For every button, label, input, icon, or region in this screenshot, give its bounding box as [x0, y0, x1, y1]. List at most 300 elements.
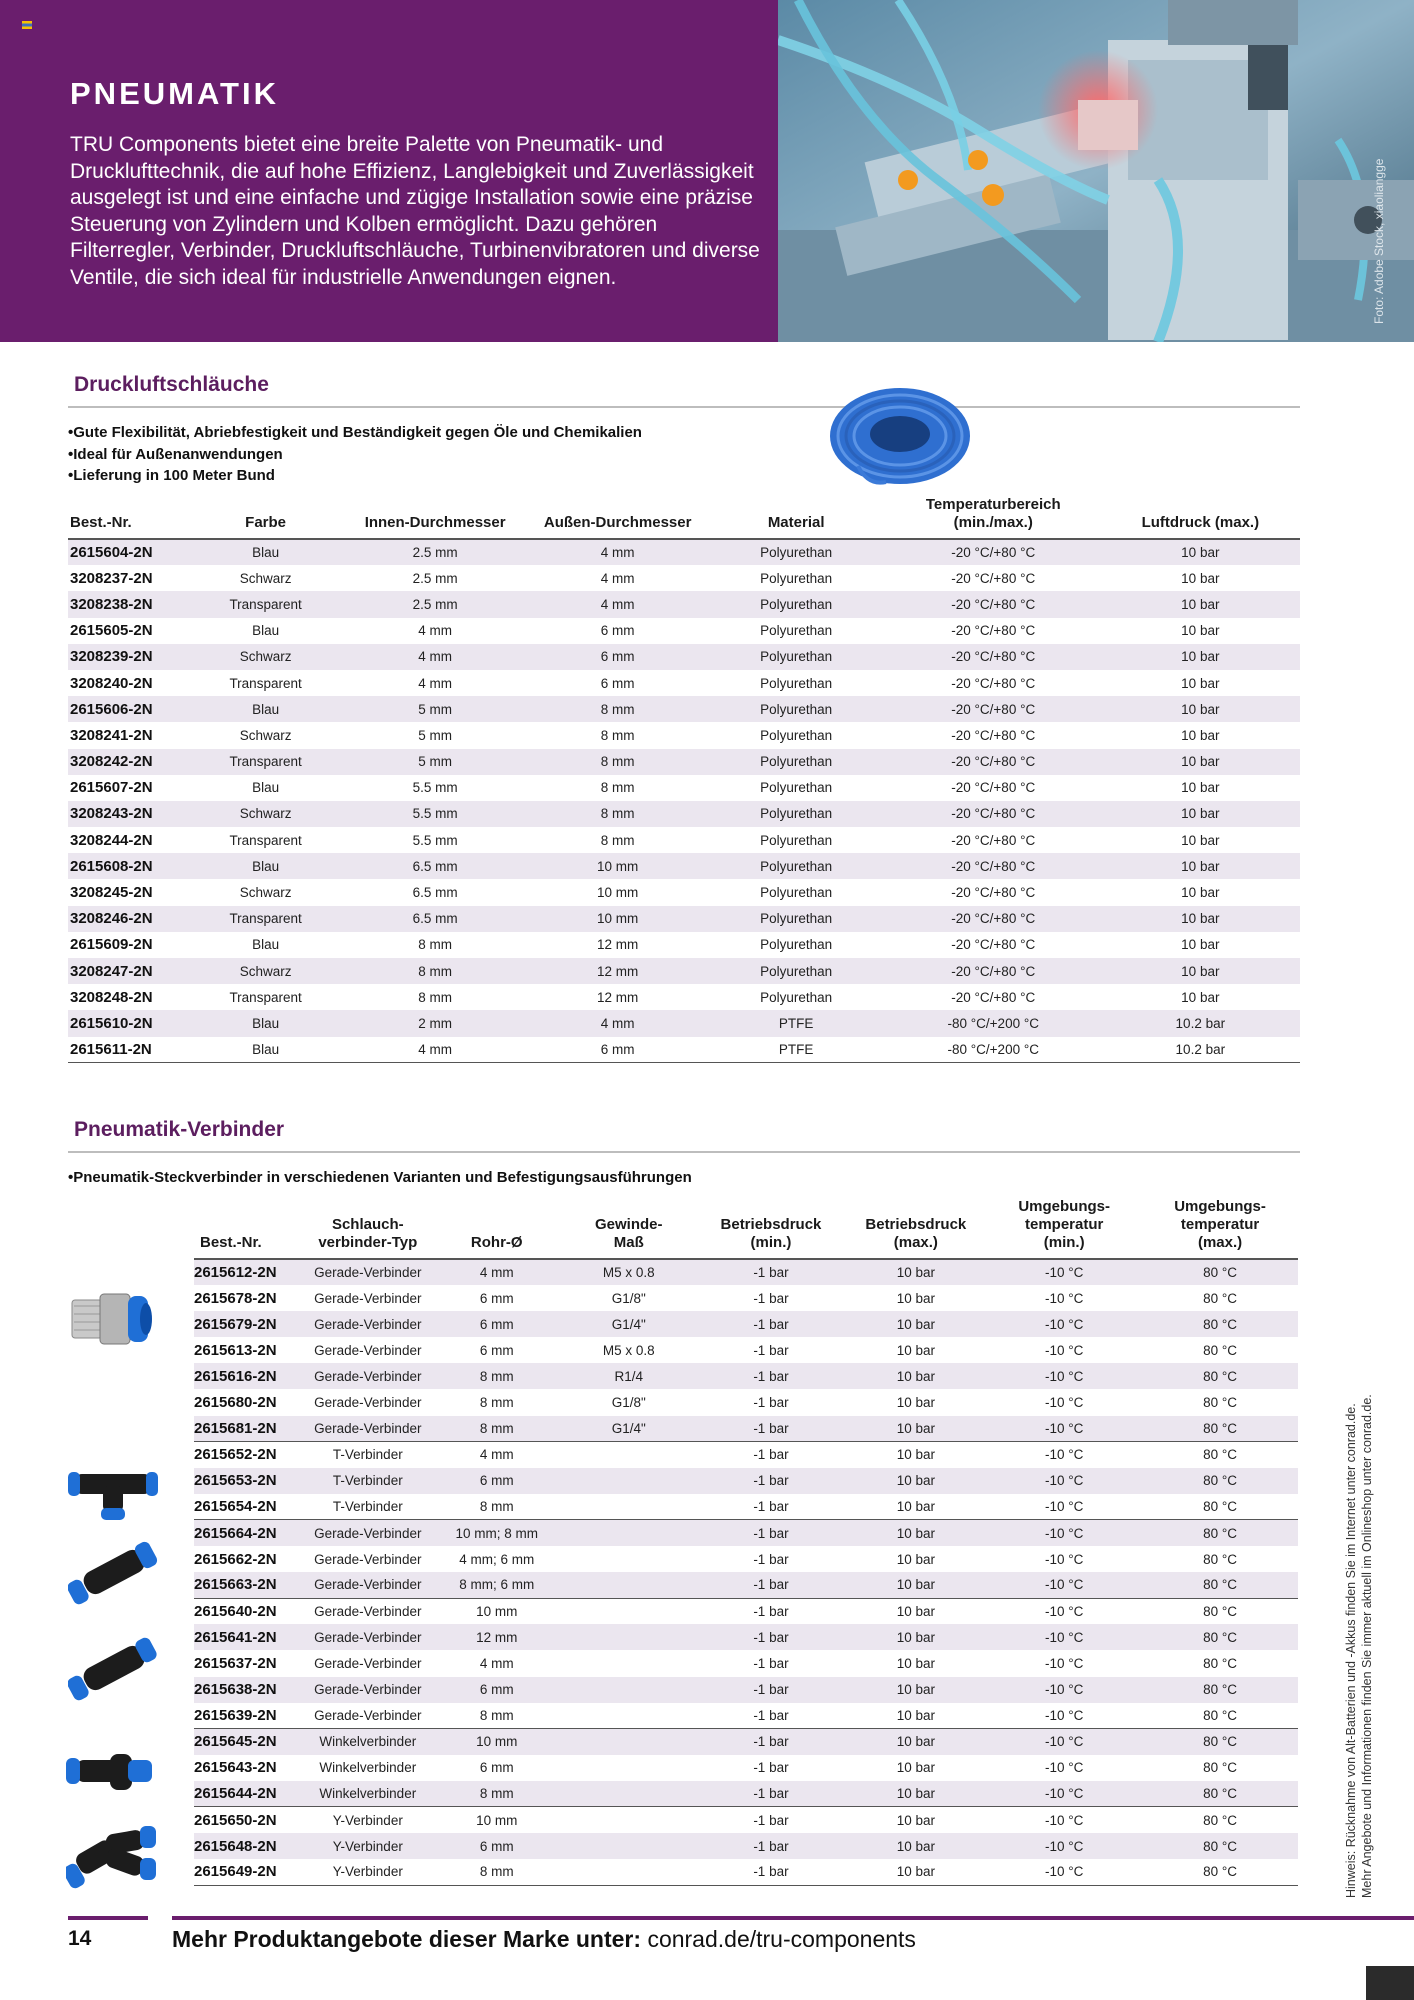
table-row: [194, 1755, 1298, 1781]
table-cell: Gerade-Verbinder: [314, 1551, 422, 1567]
table-cell: 10 bar: [1181, 832, 1220, 848]
table-cell: -1 bar: [697, 1624, 846, 1650]
y-connector-image: [66, 1818, 160, 1892]
table-cell: -1 bar: [697, 1729, 846, 1755]
table-cell: 6 mm: [432, 1468, 561, 1494]
table-cell: 80 °C: [1142, 1859, 1298, 1885]
column-header: Umgebungs-temperatur (max.): [1142, 1198, 1298, 1259]
order-number-cell: 3208240-2N: [70, 674, 153, 692]
table-row: [68, 853, 1300, 879]
table-cell: 4 mm: [432, 1442, 561, 1468]
table-cell: 10 bar: [845, 1833, 986, 1859]
table-cell: Transparent: [190, 906, 342, 932]
table-row: [68, 591, 1300, 617]
table-cell: -1 bar: [697, 1572, 846, 1598]
table-cell: [561, 1520, 697, 1546]
table-cell: Gerade-Verbinder: [303, 1311, 432, 1337]
photo-credit: Foto: Adobe Stock, xiaoliangge: [1372, 158, 1386, 324]
table-cell: -10 °C: [986, 1833, 1142, 1859]
table-row: [68, 775, 1300, 801]
table-cell: -1 bar: [753, 1551, 789, 1567]
order-number-cell: 2615644-2N: [194, 1781, 303, 1807]
table-cell: 10 bar: [845, 1442, 986, 1468]
section-title-connectors: Pneumatik-Verbinder: [74, 1118, 285, 1141]
order-number-cell: 2615606-2N: [68, 696, 190, 722]
table-cell: Gerade-Verbinder: [303, 1416, 432, 1442]
table-cell: T-Verbinder: [303, 1442, 432, 1468]
table-cell: 8 mm: [529, 749, 707, 775]
table-cell: -10 °C: [1044, 1342, 1084, 1358]
straight-connector-image: [66, 1286, 156, 1352]
order-number-cell: 3208248-2N: [70, 988, 153, 1006]
table-cell: -10 °C: [986, 1807, 1142, 1833]
table-cell: 6 mm: [600, 623, 635, 639]
table-cell: -20 °C/+80 °C: [951, 832, 1036, 848]
table-cell: 10 mm: [432, 1729, 561, 1755]
table-cell: Blau: [252, 937, 280, 953]
table-cell: 80 °C: [1203, 1290, 1238, 1306]
table-cell: -1 bar: [697, 1416, 846, 1442]
table-row: [194, 1807, 1298, 1833]
table-cell: 10 bar: [1181, 937, 1220, 953]
table-cell: 80 °C: [1142, 1416, 1298, 1442]
table-row: [194, 1703, 1298, 1729]
table-row: [194, 1624, 1298, 1650]
table-cell: 80 °C: [1142, 1833, 1298, 1859]
table-row: [194, 1494, 1298, 1520]
table-cell: Polyurethan: [760, 989, 833, 1005]
table-cell: -10 °C: [986, 1859, 1142, 1885]
table-cell: 10 bar: [1101, 696, 1300, 722]
table-cell: 10 bar: [1181, 780, 1220, 796]
table-cell: 6 mm: [479, 1290, 514, 1306]
table-cell: M5 x 0.8: [602, 1342, 655, 1358]
column-header: Innen-Durchmesser: [341, 496, 529, 539]
table-cell: 10 bar: [845, 1677, 986, 1703]
table-cell: -1 bar: [697, 1833, 846, 1859]
table-cell: 80 °C: [1142, 1729, 1298, 1755]
table-cell: -10 °C: [986, 1729, 1142, 1755]
table-cell: 8 mm: [341, 958, 529, 984]
table-row: [68, 958, 1300, 984]
table-cell: Y-Verbinder: [303, 1859, 432, 1885]
table-cell: Blau: [190, 1010, 342, 1036]
table-row: [194, 1363, 1298, 1389]
table-cell: 12 mm: [597, 937, 639, 953]
order-number-cell: 2615663-2N: [194, 1572, 303, 1598]
order-number-cell: 2615605-2N: [70, 622, 153, 640]
table-row: [68, 565, 1300, 591]
hero-text-panel: [0, 0, 778, 342]
table-cell: 4 mm: [341, 1037, 529, 1063]
table-cell: Schwarz: [190, 644, 342, 670]
table-row: [194, 1859, 1298, 1885]
table-cell: 6.5 mm: [341, 906, 529, 932]
table-cell: 10 mm: [597, 885, 639, 901]
order-number-cell: 2615680-2N: [194, 1394, 277, 1412]
table-cell: 6 mm: [432, 1677, 561, 1703]
table-cell: Polyurethan: [760, 675, 833, 691]
order-number-cell: 2615607-2N: [70, 779, 153, 797]
table-cell: [561, 1703, 697, 1729]
table-cell: 10 bar: [896, 1551, 935, 1567]
page-number: 14: [68, 1927, 92, 1950]
table-cell: 5.5 mm: [412, 780, 458, 796]
table-cell: Blau: [252, 780, 280, 796]
order-number-cell: 2615604-2N: [68, 539, 190, 565]
table-cell: 80 °C: [1142, 1572, 1298, 1598]
table-cell: 6 mm: [432, 1833, 561, 1859]
straight-union-connector-image: [68, 1632, 158, 1704]
table-cell: -1 bar: [753, 1655, 789, 1671]
table-cell: 80 °C: [1203, 1551, 1238, 1567]
table-cell: 10 bar: [1181, 727, 1220, 743]
table-cell: 2.5 mm: [412, 570, 458, 586]
connector-feature-list: [68, 1167, 692, 1189]
list-item: • Lieferung in 100 Meter Bund: [68, 465, 642, 487]
table-cell: 5.5 mm: [412, 832, 458, 848]
table-cell: 4 mm: [529, 1010, 707, 1036]
table-cell: 6 mm: [432, 1311, 561, 1337]
table-cell: 4 mm: [418, 675, 452, 691]
table-cell: 6 mm: [529, 1037, 707, 1063]
table-cell: Winkelverbinder: [303, 1729, 432, 1755]
table-cell: Schwarz: [239, 570, 292, 586]
table-cell: 10 bar: [845, 1468, 986, 1494]
column-header: Rohr-Ø: [432, 1198, 561, 1259]
table-cell: -20 °C/+80 °C: [951, 780, 1036, 796]
table-row: [68, 984, 1300, 1010]
hose-table: [68, 496, 1300, 1063]
table-cell: 80 °C: [1142, 1807, 1298, 1833]
table-cell: 6 mm: [600, 675, 635, 691]
table-cell: Polyurethan: [760, 623, 833, 639]
table-cell: PTFE: [706, 1010, 885, 1036]
table-row: [194, 1389, 1298, 1415]
table-cell: 80 °C: [1142, 1520, 1298, 1546]
table-cell: 10 bar: [845, 1520, 986, 1546]
order-number-cell: 2615611-2N: [68, 1037, 190, 1063]
order-number-cell: 3208246-2N: [68, 906, 190, 932]
table-cell: G1/4": [561, 1311, 697, 1337]
table-cell: Polyurethan: [760, 885, 833, 901]
table-cell: 10 bar: [845, 1259, 986, 1285]
table-cell: 80 °C: [1142, 1363, 1298, 1389]
table-cell: -1 bar: [697, 1468, 846, 1494]
table-cell: 10 bar: [845, 1781, 986, 1807]
table-cell: Polyurethan: [706, 696, 885, 722]
table-row: [68, 879, 1300, 905]
table-cell: 4 mm: [418, 623, 452, 639]
order-number-cell: 2615650-2N: [194, 1807, 303, 1833]
table-cell: 10 mm: [529, 853, 707, 879]
table-cell: 10 bar: [1101, 749, 1300, 775]
flag-icon: [22, 21, 32, 29]
table-cell: Polyurethan: [760, 780, 833, 796]
table-cell: 80 °C: [1142, 1442, 1298, 1468]
table-cell: T-Verbinder: [303, 1468, 432, 1494]
list-item: • Gute Flexibilität, Abriebfestigkeit und Beständigkeit gegen Öle und Chemikalien: [68, 422, 642, 444]
table-cell: 8 mm: [479, 1499, 514, 1515]
table-cell: 10 bar: [1101, 853, 1300, 879]
table-cell: 10.2 bar: [1101, 1037, 1300, 1063]
table-cell: [561, 1494, 697, 1520]
table-cell: 8 mm: [432, 1781, 561, 1807]
order-number-cell: 2615653-2N: [194, 1468, 303, 1494]
table-cell: Transparent: [229, 832, 302, 848]
table-row: [68, 644, 1300, 670]
table-cell: -10 °C: [986, 1520, 1142, 1546]
table-cell: Transparent: [229, 989, 302, 1005]
table-cell: 80 °C: [1203, 1707, 1238, 1723]
hero-photo: [778, 0, 1414, 342]
table-cell: Polyurethan: [706, 801, 885, 827]
order-number-cell: 2615613-2N: [194, 1341, 277, 1359]
order-number-cell: 3208238-2N: [68, 591, 190, 617]
table-cell: 6.5 mm: [412, 885, 458, 901]
order-number-cell: 2615678-2N: [194, 1289, 277, 1307]
table-cell: Gerade-Verbinder: [303, 1677, 432, 1703]
footer-label: Mehr Produktangebote dieser Marke unter:: [172, 1926, 642, 1952]
order-number-cell: 3208239-2N: [68, 644, 190, 670]
table-cell: -20 °C/+80 °C: [951, 937, 1036, 953]
table-cell: -10 °C: [986, 1677, 1142, 1703]
table-cell: Y-Verbinder: [303, 1833, 432, 1859]
table-cell: [561, 1546, 697, 1572]
table-cell: 8 mm: [418, 937, 452, 953]
table-cell: -20 °C/+80 °C: [886, 958, 1101, 984]
table-cell: 80 °C: [1142, 1677, 1298, 1703]
list-item: • Pneumatik-Steckverbinder in verschiedenen Varianten und Befestigungsausführungen: [68, 1167, 692, 1189]
table-cell: Polyurethan: [760, 832, 833, 848]
table-cell: 10 bar: [896, 1395, 935, 1411]
table-cell: 10 bar: [896, 1655, 935, 1671]
table-cell: -80 °C/+200 °C: [886, 1037, 1101, 1063]
order-number-cell: 2615609-2N: [70, 936, 153, 954]
order-number-cell: 2615638-2N: [194, 1677, 303, 1703]
table-cell: 10 bar: [845, 1624, 986, 1650]
table-cell: -20 °C/+80 °C: [886, 801, 1101, 827]
table-cell: -20 °C/+80 °C: [886, 539, 1101, 565]
table-cell: 10.2 bar: [1101, 1010, 1300, 1036]
table-cell: 4 mm: [432, 1259, 561, 1285]
table-row: [194, 1598, 1298, 1624]
table-header-row: [194, 1198, 1298, 1259]
connector-table: [194, 1198, 1298, 1886]
table-cell: 8 mm: [432, 1859, 561, 1885]
column-header: Schlauch-verbinder-Typ: [303, 1198, 432, 1259]
column-header: Betriebsdruck (max.): [845, 1198, 986, 1259]
table-cell: -10 °C: [986, 1259, 1142, 1285]
table-cell: -1 bar: [697, 1807, 846, 1833]
column-header: Betriebsdruck (min.): [697, 1198, 846, 1259]
table-cell: 10 bar: [896, 1707, 935, 1723]
table-row: [68, 539, 1300, 565]
table-row: [194, 1677, 1298, 1703]
table-cell: [561, 1833, 697, 1859]
table-cell: -1 bar: [697, 1781, 846, 1807]
table-cell: -10 °C: [1044, 1655, 1084, 1671]
order-number-cell: 2615664-2N: [194, 1520, 303, 1546]
table-cell: 10 bar: [896, 1760, 935, 1776]
order-number-cell: 2615612-2N: [194, 1259, 303, 1285]
table-cell: Winkelverbinder: [303, 1781, 432, 1807]
order-number-cell: 2615640-2N: [194, 1598, 303, 1624]
order-number-cell: 3208237-2N: [70, 569, 153, 587]
table-row: [68, 1010, 1300, 1036]
order-number-cell: 2615681-2N: [194, 1416, 303, 1442]
table-cell: -10 °C: [1044, 1499, 1084, 1515]
table-cell: 10 bar: [845, 1416, 986, 1442]
table-cell: -1 bar: [697, 1598, 846, 1624]
table-cell: [561, 1442, 697, 1468]
hero-banner: [0, 0, 1414, 342]
table-cell: Polyurethan: [706, 906, 885, 932]
column-header: Material: [706, 496, 885, 539]
table-cell: 4 mm: [600, 570, 635, 586]
table-cell: -10 °C: [986, 1363, 1142, 1389]
table-row: [68, 749, 1300, 775]
table-row: [68, 1037, 1300, 1063]
table-cell: 5 mm: [341, 749, 529, 775]
table-cell: Gerade-Verbinder: [303, 1520, 432, 1546]
order-number-cell: 2615643-2N: [194, 1759, 277, 1777]
table-cell: 2.5 mm: [341, 591, 529, 617]
table-cell: 6.5 mm: [341, 853, 529, 879]
table-cell: Blau: [190, 539, 342, 565]
table-cell: [561, 1677, 697, 1703]
table-cell: -10 °C: [986, 1468, 1142, 1494]
table-cell: [561, 1572, 697, 1598]
table-cell: -1 bar: [697, 1259, 846, 1285]
footer-rule: [68, 1916, 1414, 1920]
table-cell: -20 °C/+80 °C: [951, 885, 1036, 901]
table-cell: 10 mm; 8 mm: [432, 1520, 561, 1546]
table-cell: 10 bar: [1181, 885, 1220, 901]
table-cell: Blau: [190, 696, 342, 722]
section-divider: [68, 406, 1300, 408]
table-cell: Gerade-Verbinder: [303, 1572, 432, 1598]
table-cell: 10 bar: [845, 1807, 986, 1833]
column-header: Farbe: [190, 496, 342, 539]
table-cell: 6 mm: [479, 1760, 514, 1776]
table-row: [194, 1311, 1298, 1337]
table-cell: Polyurethan: [760, 937, 833, 953]
table-cell: 12 mm: [529, 958, 707, 984]
table-cell: 10 bar: [845, 1598, 986, 1624]
table-cell: -20 °C/+80 °C: [951, 727, 1036, 743]
table-cell: 8 mm: [529, 801, 707, 827]
footer-rule-gap: [148, 1916, 172, 1920]
table-cell: G1/4": [561, 1416, 697, 1442]
table-cell: -1 bar: [753, 1395, 789, 1411]
table-cell: Gerade-Verbinder: [303, 1624, 432, 1650]
table-row: [194, 1337, 1298, 1363]
table-cell: Polyurethan: [706, 644, 885, 670]
table-cell: Polyurethan: [760, 727, 833, 743]
pneumatic-machine-image: [778, 0, 1414, 342]
table-cell: 10 mm: [432, 1807, 561, 1833]
table-cell: 2 mm: [341, 1010, 529, 1036]
table-cell: 6 mm: [529, 644, 707, 670]
table-cell: Blau: [252, 623, 280, 639]
table-cell: 10 bar: [1101, 591, 1300, 617]
column-header: Außen-Durchmesser: [529, 496, 707, 539]
table-cell: G1/8": [611, 1395, 646, 1411]
footer-url[interactable]: conrad.de/tru-components: [647, 1926, 916, 1952]
order-number-cell: 3208241-2N: [70, 726, 153, 744]
table-cell: Schwarz: [190, 801, 342, 827]
table-cell: [561, 1781, 697, 1807]
order-number-cell: 2615641-2N: [194, 1624, 303, 1650]
table-cell: [561, 1859, 697, 1885]
table-cell: Schwarz: [239, 727, 292, 743]
table-row: [194, 1259, 1298, 1285]
table-cell: Polyurethan: [706, 749, 885, 775]
table-cell: Polyurethan: [706, 591, 885, 617]
list-item: • Ideal für Außenanwendungen: [68, 444, 642, 466]
table-cell: -1 bar: [697, 1859, 846, 1885]
table-cell: Polyurethan: [706, 958, 885, 984]
table-cell: 8 mm: [479, 1707, 514, 1723]
table-cell: Y-Verbinder: [303, 1807, 432, 1833]
table-cell: 8 mm: [432, 1363, 561, 1389]
table-cell: -1 bar: [753, 1290, 789, 1306]
column-header: Umgebungs-temperatur (min.): [986, 1198, 1142, 1259]
table-cell: -1 bar: [697, 1311, 846, 1337]
order-number-cell: 3208245-2N: [70, 884, 153, 902]
table-cell: Schwarz: [239, 885, 292, 901]
order-number-cell: 2615662-2N: [194, 1550, 277, 1568]
table-cell: 80 °C: [1142, 1311, 1298, 1337]
table-cell: 80 °C: [1142, 1781, 1298, 1807]
table-cell: Schwarz: [190, 958, 342, 984]
table-cell: -20 °C/+80 °C: [886, 644, 1101, 670]
side-note-line: Hinweis: Rücknahme von Alt-Batterien und -Akkus finden Sie im Internet unter conrad.de.: [1344, 1403, 1358, 1898]
table-cell: 12 mm: [597, 989, 639, 1005]
table-row: [68, 670, 1300, 696]
table-cell: -20 °C/+80 °C: [951, 623, 1036, 639]
table-cell: PTFE: [706, 1037, 885, 1063]
table-cell: -10 °C: [1044, 1290, 1084, 1306]
table-cell: -20 °C/+80 °C: [886, 749, 1101, 775]
table-cell: 6 mm: [479, 1342, 514, 1358]
table-row: [194, 1650, 1298, 1676]
table-row: [68, 722, 1300, 748]
table-cell: 10 bar: [845, 1572, 986, 1598]
table-cell: Gerade-Verbinder: [303, 1598, 432, 1624]
table-cell: 4 mm: [529, 539, 707, 565]
table-cell: Transparent: [190, 749, 342, 775]
table-cell: 5.5 mm: [341, 801, 529, 827]
order-number-cell: 3208243-2N: [68, 801, 190, 827]
table-cell: 10 bar: [1181, 989, 1220, 1005]
order-number-cell: 3208247-2N: [68, 958, 190, 984]
table-row: [68, 906, 1300, 932]
order-number-cell: 2615616-2N: [194, 1363, 303, 1389]
column-header: Best.-Nr.: [194, 1198, 303, 1259]
table-row: [194, 1520, 1298, 1546]
table-cell: [561, 1807, 697, 1833]
table-cell: -10 °C: [986, 1598, 1142, 1624]
table-cell: -20 °C/+80 °C: [886, 696, 1101, 722]
table-cell: [561, 1598, 697, 1624]
table-cell: -1 bar: [697, 1677, 846, 1703]
reducer-connector-image: [68, 1538, 158, 1608]
table-cell: -20 °C/+80 °C: [886, 906, 1101, 932]
column-header: Temperaturbereich (min./max.): [886, 496, 1101, 539]
t-connector-image: [68, 1456, 158, 1522]
